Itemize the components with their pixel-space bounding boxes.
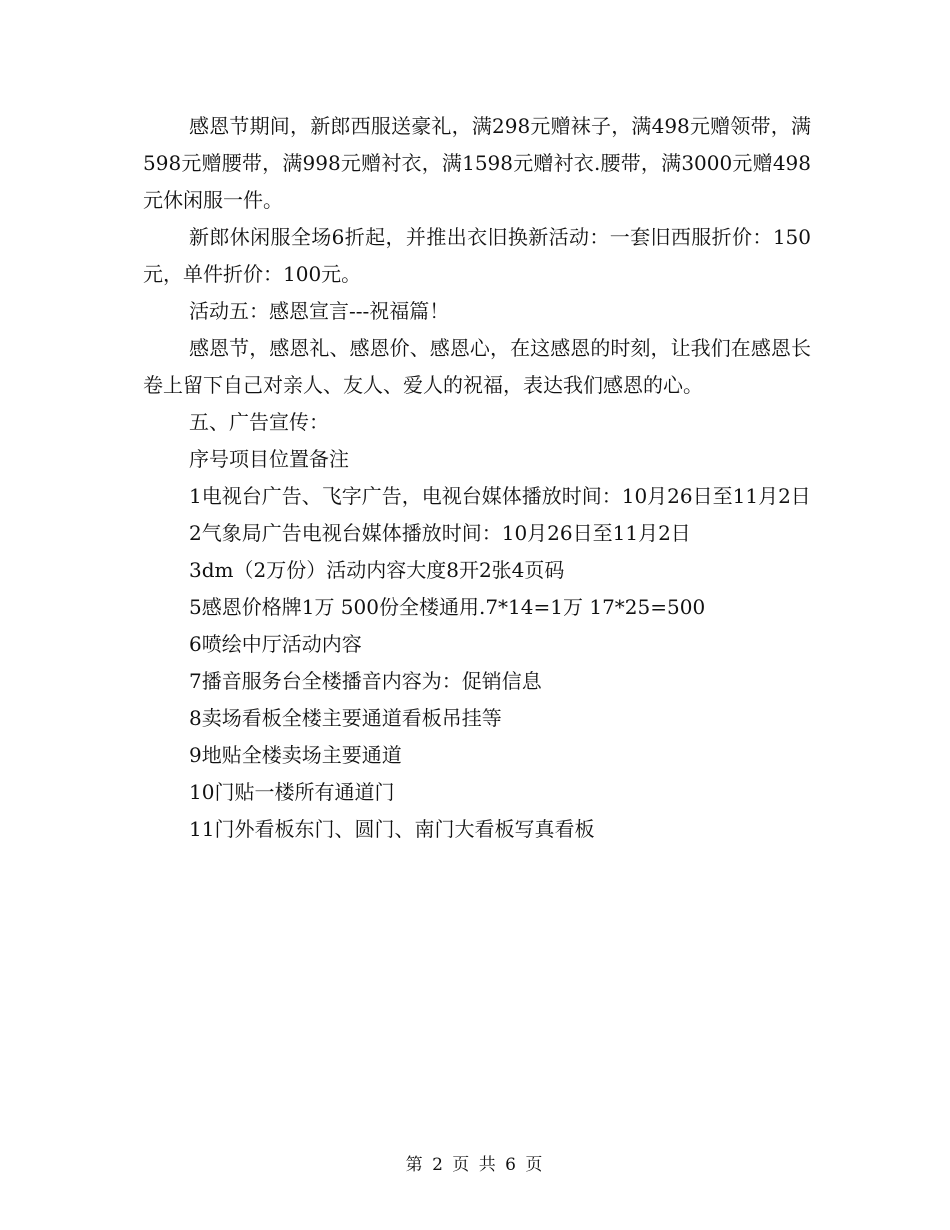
list-item: 8卖场看板全楼主要通道看板吊挂等 xyxy=(189,706,502,730)
paragraph-gift-promotion: 感恩节期间，新郎西服送豪礼，满298元赠袜子，满498元赠领带，满598元赠腰带，满998元赠衬衣，满1598元赠衬衣.腰带，满3000元赠498元休闲服一件。 xyxy=(143,114,811,212)
paragraph-advertising-heading: 五、广告宣传： xyxy=(189,410,329,434)
list-item: 5感恩价格牌1万 500份全楼通用.7*14=1万 17*25=500 xyxy=(189,595,706,619)
paragraph-table-header: 序号项目位置备注 xyxy=(189,447,349,471)
list-item: 1电视台广告、飞字广告，电视台媒体播放时间：10月26日至11月2日 xyxy=(189,484,811,508)
paragraph-casual-wear-discount: 新郎休闲服全场6折起，并推出衣旧换新活动：一套旧西服折价：150元，单件折价：100元。 xyxy=(143,225,811,286)
list-item: 11门外看板东门、圆门、南门大看板写真看板 xyxy=(189,817,595,841)
list-item: 9地贴全楼卖场主要通道 xyxy=(189,743,402,767)
list-item: 3dm（2万份）活动内容大度8开2张4页码 xyxy=(189,558,565,582)
page-number-footer: 第 2 页 共 6 页 xyxy=(405,1155,545,1175)
paragraph-thanksgiving-blessing: 感恩节，感恩礼、感恩价、感恩心，在这感恩的时刻，让我们在感恩长卷上留下自己对亲人、友人、爱人的祝福，表达我们感恩的心。 xyxy=(143,336,811,397)
document-body xyxy=(143,108,811,848)
list-item: 6喷绘中厅活动内容 xyxy=(189,632,362,656)
list-item: 2气象局广告电视台媒体播放时间：10月26日至11月2日 xyxy=(189,521,691,545)
paragraph-activity-five-heading: 活动五：感恩宣言---祝福篇！ xyxy=(189,299,450,323)
list-item: 10门贴一楼所有通道门 xyxy=(189,780,395,804)
list-item: 7播音服务台全楼播音内容为：促销信息 xyxy=(189,669,542,693)
